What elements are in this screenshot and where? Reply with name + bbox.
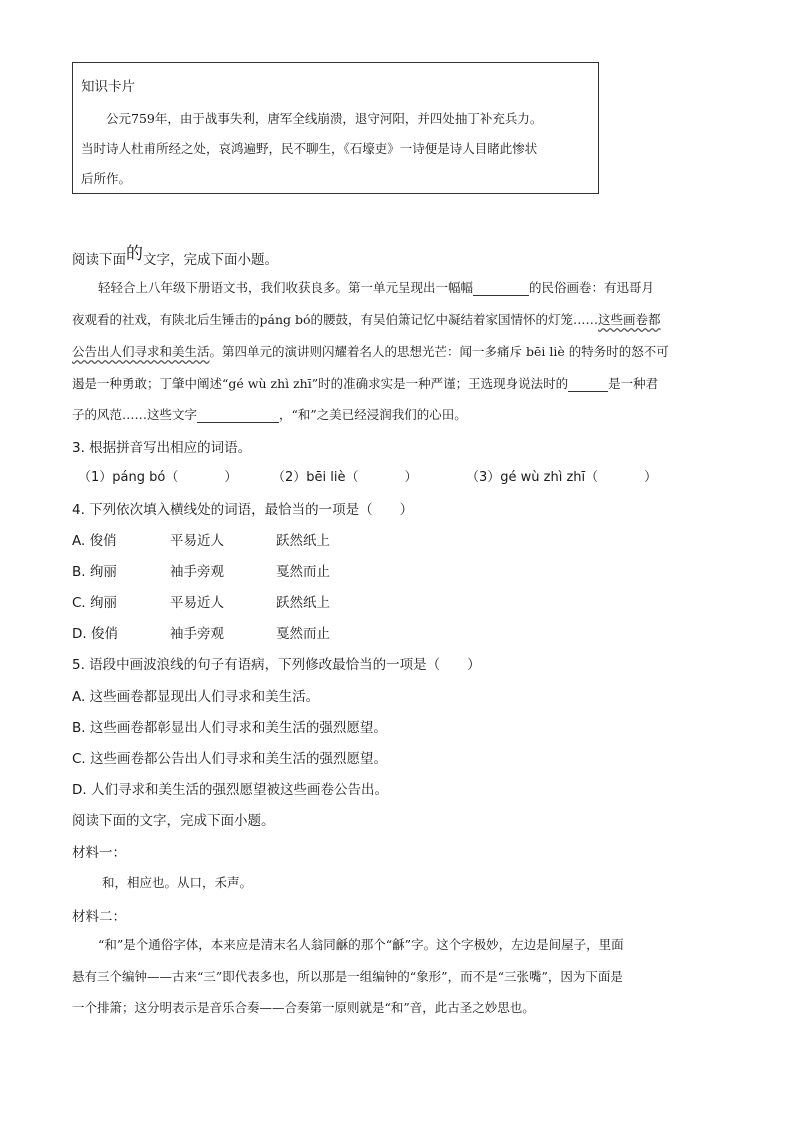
material-2-title: 材料二： bbox=[72, 909, 126, 925]
passage-line-4: 遏是一种勇敢；丁肇中阐述“gé wù zhì zhī”时的准确求实是一种严谨；王选现身说法时的 是一种君 bbox=[72, 376, 659, 391]
passage-line-1: 轻轻合上八年级下册语文书，我们收获良多。第一单元呈现出一幅幅 的民俗画卷：有迅哥月 bbox=[98, 280, 655, 295]
q3-item-2: （2）bēi liè（ ） bbox=[272, 470, 418, 485]
q4-stem: 4. 下列依次填入横线处的词语，最恰当的一项是（ ） bbox=[72, 502, 414, 518]
q5-option-c[interactable]: C. 这些画卷都公告出人们寻求和美生活的强烈愿望。 bbox=[72, 751, 388, 767]
q3-stem: 3. 根据拼音写出相应的词语。 bbox=[72, 440, 252, 456]
material-2-line-2: 悬有三个编钟——古来“三”即代表多也，所以那是一组编钟的“象形”，而不是“三张嘴”，因为下面是 bbox=[72, 969, 623, 984]
fill-blank-1[interactable] bbox=[473, 280, 529, 296]
material-2-line-1: “和”是个通俗字体，本来应是清末名人翁同龢的那个“龢”字。这个字极妙，左边是间屋子，里面 bbox=[98, 937, 624, 952]
q3-answer-2[interactable] bbox=[359, 470, 405, 485]
q4-option-b[interactable]: B. 绚丽 袖手旁观 戛然而止 bbox=[72, 564, 330, 580]
passage-line-3: 公告出人们寻求和美生活。第四单元的演讲则闪耀着名人的思想光芒：闻一多痛斥 bēi liè 的特务时的怒不可 bbox=[72, 344, 669, 359]
q5-option-a[interactable]: A. 这些画卷都显现出人们寻求和美生活。 bbox=[72, 689, 320, 705]
material-2-line-3: 一个排箫；这分明表示是音乐合奏——合奏第一原则就是“和”音，此古圣之妙思也。 bbox=[72, 1000, 535, 1015]
q5-option-d[interactable]: D. 人们寻求和美生活的强烈愿望被这些画卷公告出。 bbox=[72, 782, 388, 798]
q3-item-1: （1）páng bó（ ） bbox=[78, 470, 238, 485]
reading-instruction-1: 阅读下面的文字，完成下面小题。 bbox=[72, 244, 278, 268]
fill-blank-3[interactable] bbox=[197, 407, 279, 423]
q3-answer-1[interactable] bbox=[178, 470, 224, 485]
reading-instruction-2: 阅读下面的文字，完成下面小题。 bbox=[72, 813, 275, 829]
q5-stem: 5. 语段中画波浪线的句子有语病，下列修改最恰当的一项是（ ） bbox=[72, 657, 481, 673]
card-title: 知识卡片 bbox=[81, 79, 135, 95]
passage-line-2: 夜观看的社戏，有陕北后生锤击的páng bó的腰鼓，有吴伯箫记忆中凝结着家国情怀的灯笼……这些画卷都 bbox=[72, 312, 661, 327]
q4-option-a[interactable]: A. 俊俏 平易近人 跃然纸上 bbox=[72, 533, 330, 549]
card-line-2: 当时诗人杜甫所经之处，哀鸿遍野，民不聊生，《石壕吏》一诗便是诗人目睹此惨状 bbox=[81, 141, 538, 156]
wavy-sentence-part-2: 公告出人们寻求和美生活 bbox=[72, 344, 210, 359]
knowledge-card bbox=[72, 62, 599, 194]
q3-answer-3[interactable] bbox=[598, 470, 644, 485]
wavy-sentence-part-1: 这些画卷都 bbox=[598, 312, 661, 327]
material-1-title: 材料一： bbox=[72, 845, 126, 861]
q4-option-d[interactable]: D. 俊俏 袖手旁观 戛然而止 bbox=[72, 626, 330, 642]
q3-item-3: （3）gé wù zhì zhī（ ） bbox=[466, 470, 658, 485]
card-line-1: 公元759年，由于战事失利，唐军全线崩溃，退守河阳，并四处抽丁补充兵力。 bbox=[106, 111, 543, 126]
q5-option-b[interactable]: B. 这些画卷都彰显出人们寻求和美生活的强烈愿望。 bbox=[72, 720, 387, 736]
card-line-3: 后所作。 bbox=[81, 171, 132, 186]
material-1-text: 和，相应也。从口，禾声。 bbox=[102, 875, 253, 890]
q4-option-c[interactable]: C. 绚丽 平易近人 跃然纸上 bbox=[72, 595, 330, 611]
fill-blank-2[interactable] bbox=[568, 376, 608, 392]
passage-line-5: 子的风范……这些文字 ，“和”之美已经浸润我们的心田。 bbox=[72, 407, 467, 422]
